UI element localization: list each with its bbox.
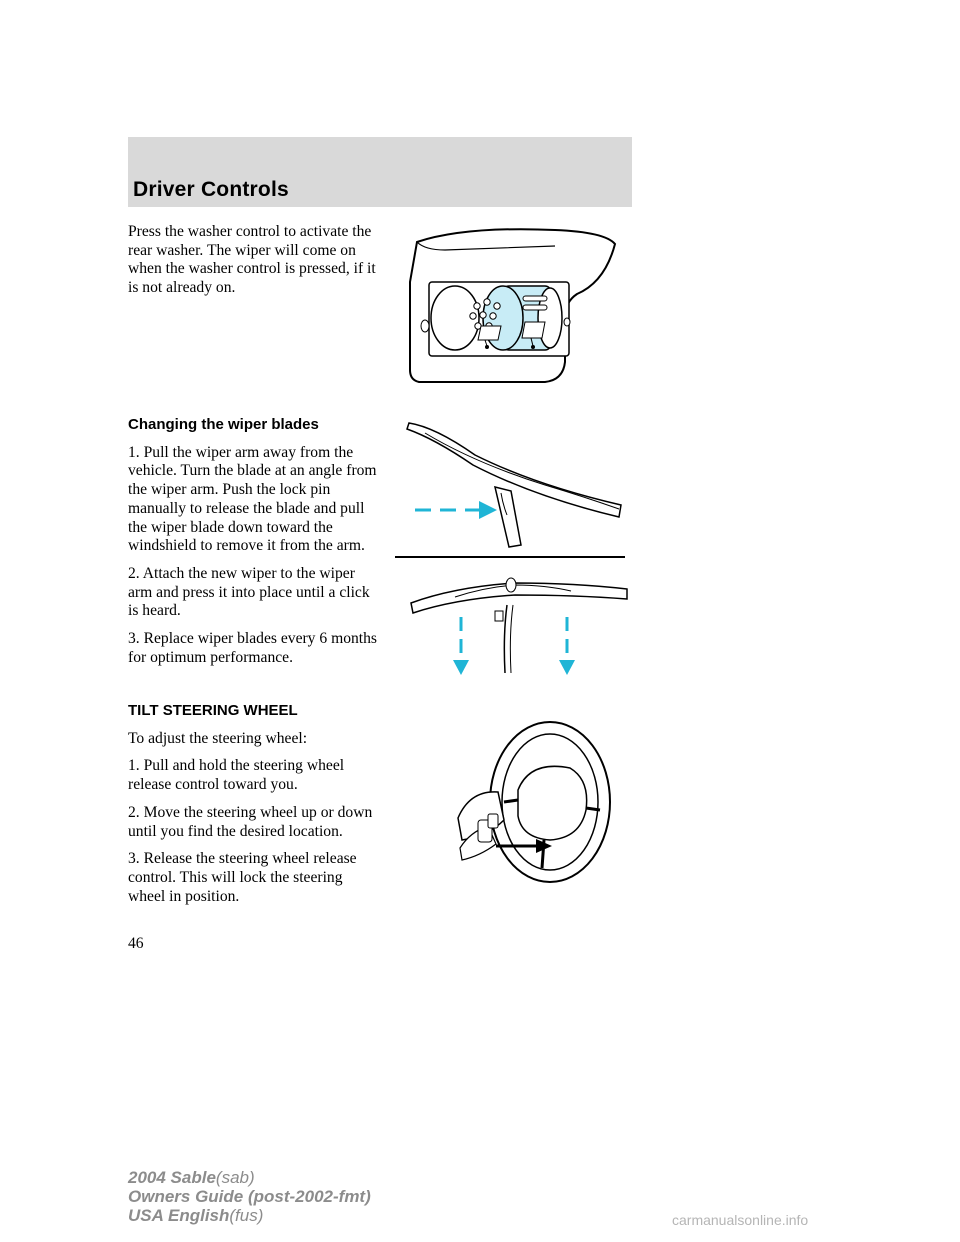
document-footer — [128, 1168, 371, 1225]
wiper-blades-heading: Changing the wiper blades — [128, 416, 319, 433]
tilt-steering-section — [128, 702, 383, 915]
washer-section — [128, 223, 383, 307]
tilt-steering-heading: TILT STEERING WHEEL — [128, 702, 298, 719]
section-title: Driver Controls — [133, 178, 289, 201]
page-number: 46 — [128, 935, 144, 952]
footer-language: USA English — [128, 1206, 230, 1225]
wiper-step: 2. Attach the new wiper to the wiper arm and press it into place until a click is heard. — [128, 564, 370, 620]
footer-language-code: (fus) — [229, 1206, 264, 1225]
tilt-intro: To adjust the steering wheel: — [128, 729, 308, 747]
footer-model: 2004 Sable — [128, 1168, 216, 1187]
wiper-step: 1. Pull the wiper arm away from the vehicle. Turn the blade at an angle from the wiper arm. Push the lock pin manually to release the blade and pull the wiper blade down toward the windshield to remove it from the arm. — [128, 443, 377, 555]
rear-washer-control-illustration — [405, 222, 625, 387]
footer-guide: Owners Guide (post-2002-fmt) — [128, 1187, 371, 1206]
footer-model-code: (sab) — [215, 1168, 255, 1187]
watermark: carmanualsonline.info — [672, 1212, 809, 1228]
washer-paragraph: Press the washer control to activate the rear washer. The wiper will come on when the washer control is pressed, if it is not already on. — [128, 223, 376, 297]
wiper-blades-section — [128, 416, 383, 676]
tilt-step: 3. Release the steering wheel release control. This will lock the steering wheel in position. — [128, 850, 357, 905]
tilt-step: 2. Move the steering wheel up or down until you find the desired location. — [128, 803, 373, 840]
wiper-step: 3. Replace wiper blades every 6 months for optimum performance. — [128, 630, 377, 666]
tilt-step: 1. Pull and hold the steering wheel release control toward you. — [128, 757, 345, 794]
tilt-steering-wheel-illustration — [440, 720, 620, 890]
wiper-blade-removal-illustration — [395, 405, 635, 685]
